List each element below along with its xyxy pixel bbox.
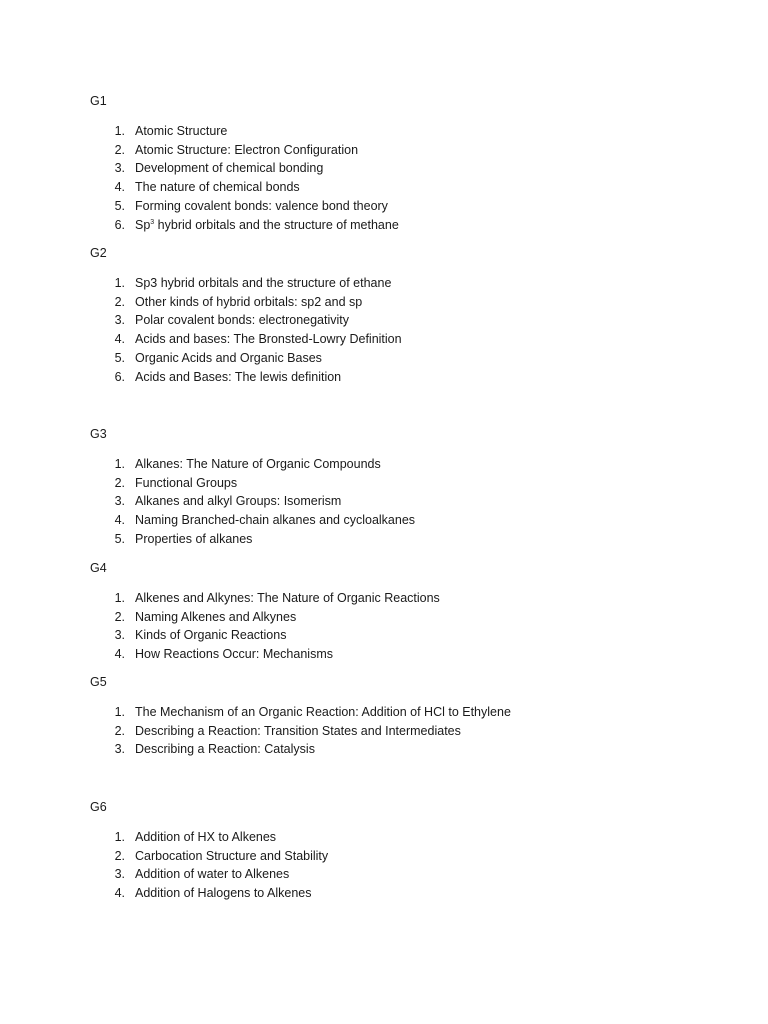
section-heading: G6 [90,800,107,814]
section-heading: G1 [90,94,107,108]
section-heading: G3 [90,427,107,441]
section-heading: G4 [90,561,107,575]
section-heading: G2 [90,246,107,260]
section-heading: G5 [90,675,107,689]
